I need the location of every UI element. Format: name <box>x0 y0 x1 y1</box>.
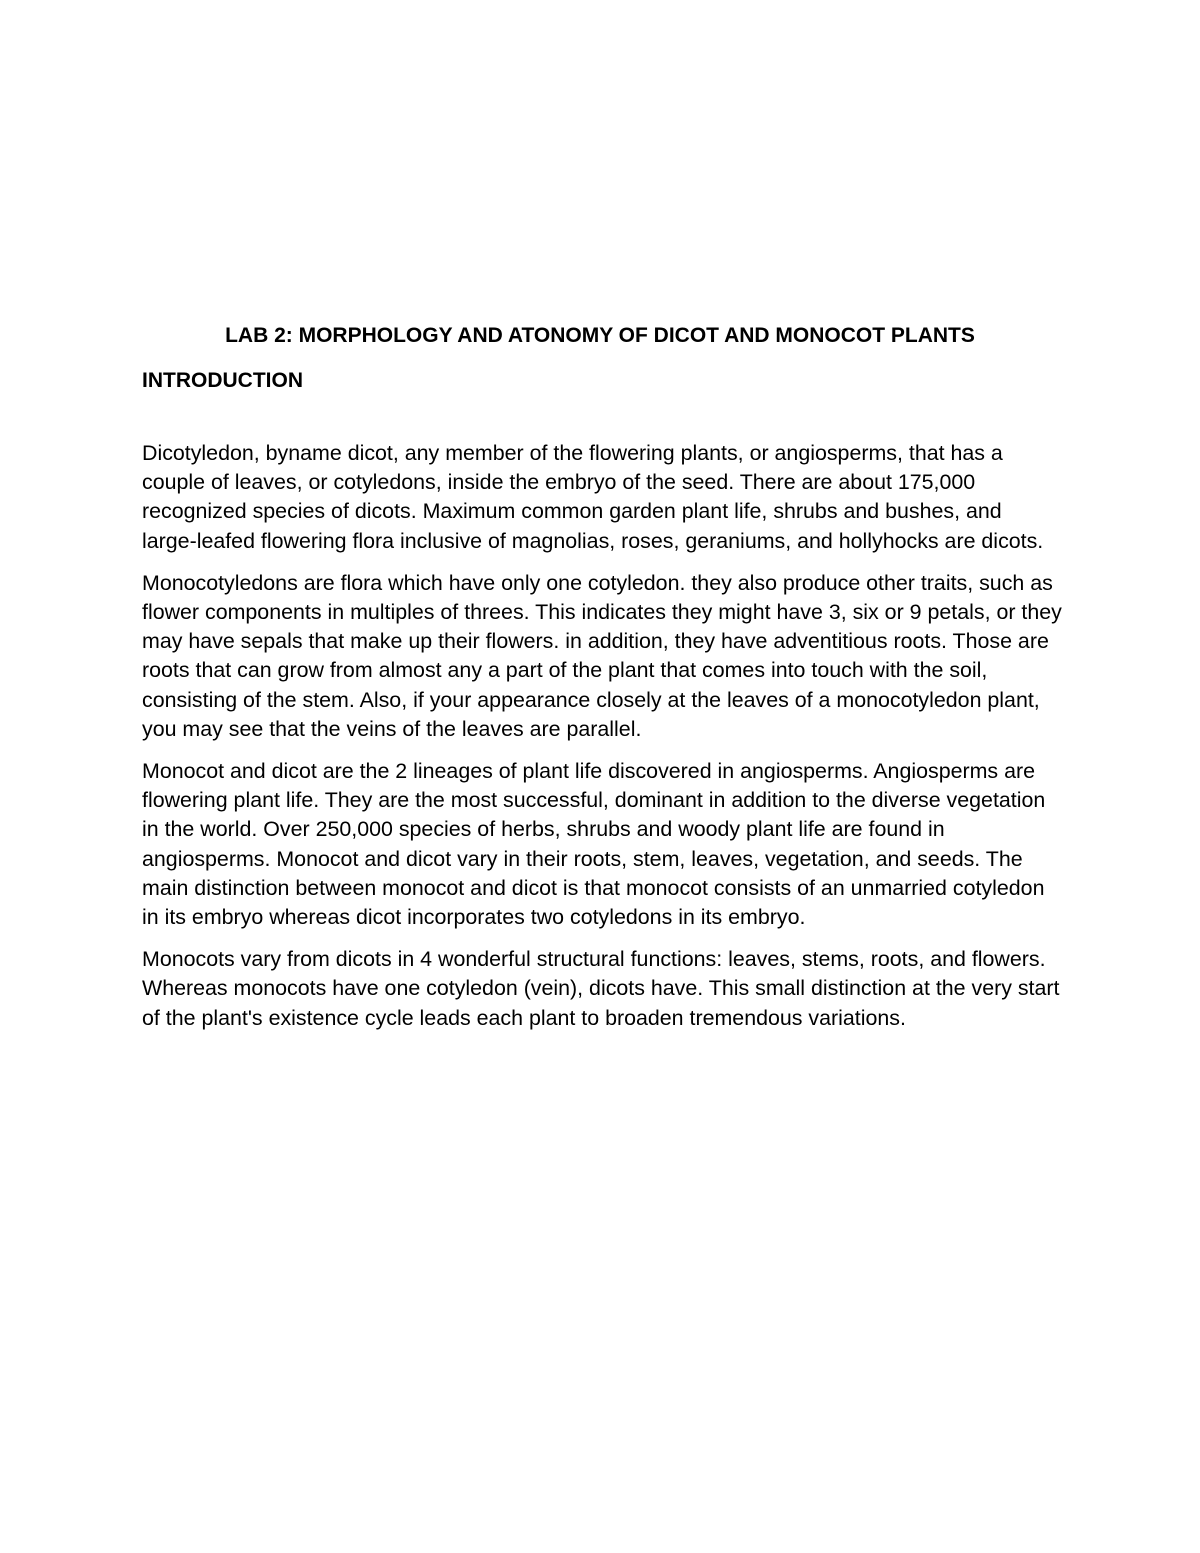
paragraph-dicotyledon: Dicotyledon, byname dicot, any member of the flowering plants, or angiosperms, that has a couple of leaves, or cotyledons, inside the embryo of the seed. There are about 175,000 recognized species of dicots. Maximum common garden plant life, shrubs and bushes, and large-leafed flowering flora inclusive of magnolias, roses, geraniums, and hollyhocks are dicots. <box>142 441 1044 553</box>
paragraph-monocotyledons: Monocotyledons are flora which have only one cotyledon. they also produce other traits, such as flower components in multiples of threes. This indicates they might have 3, six or 9 petals, or they may have sepals that make up their flowers. in addition, they have adventitious roots. Those are roots that can grow from almost any a part of the plant that comes into touch with the soil, consisting of the stem. Also, if your appearance closely at the leaves of a monocotyledon plant, you may see that the veins of the leaves are parallel. <box>142 570 1062 741</box>
paragraph-differences: Monocots vary from dicots in 4 wonderful structural functions: leaves, stems, roots, and flowers. Whereas monocots have one cotyledon (vein), dicots have. This small distinction at the very start of the plant's existence cycle leads each plant to broaden tremendous variations. <box>142 947 1060 1030</box>
body-text <box>142 439 1062 1046</box>
section-heading-introduction: INTRODUCTION <box>142 369 303 392</box>
document-title: LAB 2: MORPHOLOGY AND ATONOMY OF DICOT AND MONOCOT PLANTS <box>225 324 975 347</box>
paragraph-lineages: Monocot and dicot are the 2 lineages of plant life discovered in angiosperms. Angiosperms are flowering plant life. They are the most successful, dominant in addition to the diverse vegetation in the world. Over 250,000 species of herbs, shrubs and woody plant life are found in angiosperms. Monocot and dicot vary in their roots, stem, leaves, vegetation, and seeds. The main distinction between monocot and dicot is that monocot consists of an unmarried cotyledon in its embryo whereas dicot incorporates two cotyledons in its embryo. <box>142 759 1046 930</box>
